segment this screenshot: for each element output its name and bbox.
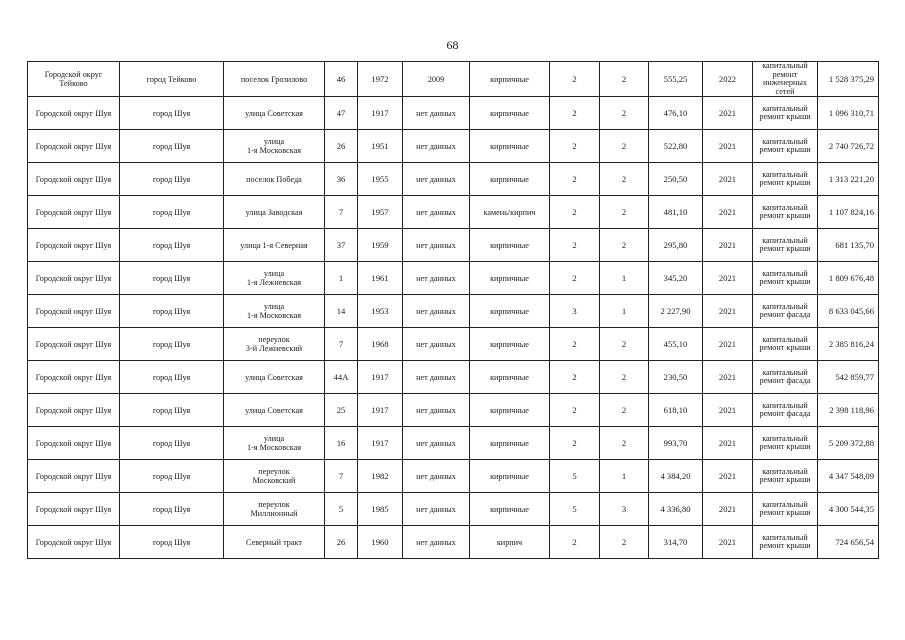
cost-cell: 724 656,54 bbox=[818, 526, 879, 559]
area-cell: 345,20 bbox=[649, 262, 703, 295]
house-number-cell: 7 bbox=[325, 196, 358, 229]
build-year-cell: 1953 bbox=[358, 295, 403, 328]
district-cell: Городской округ Шуя bbox=[28, 97, 120, 130]
wall-material-cell: кирпичные bbox=[470, 493, 550, 526]
area-cell: 295,80 bbox=[649, 229, 703, 262]
floors-cell: 2 bbox=[550, 97, 600, 130]
build-year-cell: 1960 bbox=[358, 526, 403, 559]
entrances-cell: 2 bbox=[600, 130, 649, 163]
floors-cell: 2 bbox=[550, 62, 600, 97]
wall-material-cell: кирпичные bbox=[470, 361, 550, 394]
wall-material-cell: кирпичные bbox=[470, 229, 550, 262]
floors-cell: 3 bbox=[550, 295, 600, 328]
table-row bbox=[28, 97, 879, 130]
city-cell: город Шуя bbox=[120, 262, 224, 295]
entrances-cell: 2 bbox=[600, 97, 649, 130]
wall-material-cell: кирпичные bbox=[470, 262, 550, 295]
street-line: улица bbox=[263, 434, 285, 444]
table-row bbox=[28, 196, 879, 229]
repair-register-table bbox=[27, 61, 879, 559]
last-repair-cell: нет данных bbox=[403, 394, 470, 427]
floors-cell: 2 bbox=[550, 394, 600, 427]
work-type-cell: капитальный ремонт крыши bbox=[753, 526, 818, 559]
street-line: поселок Грозилово bbox=[240, 74, 308, 84]
repair-year-cell: 2021 bbox=[703, 427, 753, 460]
last-repair-cell: нет данных bbox=[403, 163, 470, 196]
table-row bbox=[28, 163, 879, 196]
build-year-cell: 1972 bbox=[358, 62, 403, 97]
street-cell bbox=[224, 460, 325, 493]
wall-material-cell: кирпичные bbox=[470, 130, 550, 163]
house-number-cell: 7 bbox=[325, 460, 358, 493]
street-cell bbox=[224, 361, 325, 394]
street-cell bbox=[224, 427, 325, 460]
repair-year-cell: 2021 bbox=[703, 163, 753, 196]
cost-cell: 4 347 548,09 bbox=[818, 460, 879, 493]
street-cell bbox=[224, 493, 325, 526]
table-row bbox=[28, 427, 879, 460]
city-cell: город Шуя bbox=[120, 394, 224, 427]
floors-cell: 2 bbox=[550, 328, 600, 361]
wall-material-cell: кирпичные bbox=[470, 394, 550, 427]
entrances-cell: 1 bbox=[600, 460, 649, 493]
district-cell: Городской округ Шуя bbox=[28, 163, 120, 196]
district-cell: Городской округ Шуя bbox=[28, 196, 120, 229]
street-line: Миллионный bbox=[250, 509, 298, 519]
house-number-cell: 16 bbox=[325, 427, 358, 460]
build-year-cell: 1961 bbox=[358, 262, 403, 295]
work-type-cell: капитальный ремонт крыши bbox=[753, 493, 818, 526]
city-cell: город Шуя bbox=[120, 130, 224, 163]
build-year-cell: 1917 bbox=[358, 97, 403, 130]
work-type-cell: капитальный ремонт крыши bbox=[753, 460, 818, 493]
work-type-cell: капитальный ремонт крыши bbox=[753, 328, 818, 361]
last-repair-cell: нет данных bbox=[403, 295, 470, 328]
street-line: Московский bbox=[252, 476, 296, 486]
floors-cell: 5 bbox=[550, 460, 600, 493]
city-cell: город Шуя bbox=[120, 460, 224, 493]
last-repair-cell: нет данных bbox=[403, 262, 470, 295]
last-repair-cell: нет данных bbox=[403, 97, 470, 130]
last-repair-cell: нет данных bbox=[403, 196, 470, 229]
last-repair-cell: 2009 bbox=[403, 62, 470, 97]
house-number-cell: 5 bbox=[325, 493, 358, 526]
last-repair-cell: нет данных bbox=[403, 130, 470, 163]
table-row bbox=[28, 460, 879, 493]
street-cell bbox=[224, 526, 325, 559]
work-type-cell: капитальный ремонт крыши bbox=[753, 130, 818, 163]
table-row bbox=[28, 361, 879, 394]
repair-year-cell: 2021 bbox=[703, 361, 753, 394]
table-row bbox=[28, 493, 879, 526]
build-year-cell: 1955 bbox=[358, 163, 403, 196]
house-number-cell: 7 bbox=[325, 328, 358, 361]
district-cell: Городской округ Тейково bbox=[28, 62, 120, 97]
wall-material-cell: кирпичные bbox=[470, 295, 550, 328]
table-row bbox=[28, 394, 879, 427]
house-number-cell: 46 bbox=[325, 62, 358, 97]
street-line: поселок Победа bbox=[246, 174, 302, 184]
area-cell: 476,10 bbox=[649, 97, 703, 130]
table-row bbox=[28, 295, 879, 328]
cost-cell: 1 107 824,16 bbox=[818, 196, 879, 229]
work-type-cell: капитальный ремонт крыши bbox=[753, 163, 818, 196]
entrances-cell: 2 bbox=[600, 328, 649, 361]
table-row bbox=[28, 62, 879, 97]
area-cell: 230,50 bbox=[649, 361, 703, 394]
street-cell bbox=[224, 262, 325, 295]
table-row bbox=[28, 526, 879, 559]
work-type-cell: капитальный ремонт крыши bbox=[753, 97, 818, 130]
city-cell: город Шуя bbox=[120, 229, 224, 262]
entrances-cell: 2 bbox=[600, 427, 649, 460]
cost-cell: 8 633 045,66 bbox=[818, 295, 879, 328]
repair-year-cell: 2021 bbox=[703, 526, 753, 559]
house-number-cell: 14 bbox=[325, 295, 358, 328]
area-cell: 555,25 bbox=[649, 62, 703, 97]
street-line: улица Советская bbox=[245, 108, 303, 118]
cost-cell: 681 135,70 bbox=[818, 229, 879, 262]
street-cell bbox=[224, 229, 325, 262]
street-line: переулок bbox=[258, 500, 290, 510]
cost-cell: 1 313 221,20 bbox=[818, 163, 879, 196]
entrances-cell: 1 bbox=[600, 262, 649, 295]
work-type-cell: капитальный ремонт фасада bbox=[753, 394, 818, 427]
district-cell: Городской округ Шуя bbox=[28, 130, 120, 163]
cost-cell: 542 859,77 bbox=[818, 361, 879, 394]
street-line: переулок bbox=[258, 467, 290, 477]
street-cell bbox=[224, 295, 325, 328]
house-number-cell: 37 bbox=[325, 229, 358, 262]
last-repair-cell: нет данных bbox=[403, 229, 470, 262]
repair-year-cell: 2021 bbox=[703, 97, 753, 130]
district-cell: Городской округ Шуя bbox=[28, 229, 120, 262]
cost-cell: 1 096 310,71 bbox=[818, 97, 879, 130]
repair-year-cell: 2021 bbox=[703, 460, 753, 493]
street-cell bbox=[224, 196, 325, 229]
street-line: 3-й Лежневский bbox=[245, 344, 303, 354]
house-number-cell: 47 bbox=[325, 97, 358, 130]
wall-material-cell: кирпич bbox=[470, 526, 550, 559]
table-row bbox=[28, 262, 879, 295]
house-number-cell: 36 bbox=[325, 163, 358, 196]
street-cell bbox=[224, 394, 325, 427]
repair-year-cell: 2021 bbox=[703, 229, 753, 262]
area-cell: 455,10 bbox=[649, 328, 703, 361]
district-cell: Городской округ Шуя bbox=[28, 262, 120, 295]
area-cell: 4 384,20 bbox=[649, 460, 703, 493]
build-year-cell: 1985 bbox=[358, 493, 403, 526]
repair-year-cell: 2022 bbox=[703, 62, 753, 97]
build-year-cell: 1959 bbox=[358, 229, 403, 262]
entrances-cell: 3 bbox=[600, 493, 649, 526]
street-line: улица Заводская bbox=[245, 207, 303, 217]
repair-year-cell: 2021 bbox=[703, 196, 753, 229]
floors-cell: 2 bbox=[550, 427, 600, 460]
floors-cell: 2 bbox=[550, 163, 600, 196]
street-line: улица Советская bbox=[245, 372, 303, 382]
wall-material-cell: кирпичные bbox=[470, 62, 550, 97]
page-number: 68 bbox=[446, 38, 459, 52]
build-year-cell: 1957 bbox=[358, 196, 403, 229]
street-line: улица bbox=[263, 137, 285, 147]
work-type-cell: капитальный ремонт крыши bbox=[753, 229, 818, 262]
street-cell bbox=[224, 328, 325, 361]
cost-cell: 1 809 676,48 bbox=[818, 262, 879, 295]
district-cell: Городской округ Шуя bbox=[28, 493, 120, 526]
street-cell bbox=[224, 62, 325, 97]
wall-material-cell: кирпичные bbox=[470, 427, 550, 460]
street-cell bbox=[224, 163, 325, 196]
floors-cell: 2 bbox=[550, 196, 600, 229]
wall-material-cell: камень/кирпич bbox=[470, 196, 550, 229]
build-year-cell: 1951 bbox=[358, 130, 403, 163]
last-repair-cell: нет данных bbox=[403, 493, 470, 526]
house-number-cell: 1 bbox=[325, 262, 358, 295]
entrances-cell: 2 bbox=[600, 526, 649, 559]
street-line: Северный тракт bbox=[246, 537, 302, 547]
district-cell: Городской округ Шуя bbox=[28, 328, 120, 361]
area-cell: 481,10 bbox=[649, 196, 703, 229]
district-cell: Городской округ Шуя bbox=[28, 295, 120, 328]
last-repair-cell: нет данных bbox=[403, 526, 470, 559]
cost-cell: 2 385 816,24 bbox=[818, 328, 879, 361]
work-type-cell: капитальный ремонт крыши bbox=[753, 196, 818, 229]
city-cell: город Тейково bbox=[120, 62, 224, 97]
cost-cell: 4 300 544,35 bbox=[818, 493, 879, 526]
build-year-cell: 1917 bbox=[358, 394, 403, 427]
repair-year-cell: 2021 bbox=[703, 262, 753, 295]
entrances-cell: 2 bbox=[600, 229, 649, 262]
build-year-cell: 1917 bbox=[358, 361, 403, 394]
repair-year-cell: 2021 bbox=[703, 130, 753, 163]
table-body bbox=[28, 62, 879, 559]
house-number-cell: 25 bbox=[325, 394, 358, 427]
area-cell: 993,70 bbox=[649, 427, 703, 460]
area-cell: 314,70 bbox=[649, 526, 703, 559]
build-year-cell: 1917 bbox=[358, 427, 403, 460]
work-type-cell: капитальный ремонт крыши bbox=[753, 262, 818, 295]
entrances-cell: 2 bbox=[600, 163, 649, 196]
street-line: 1-я Московская bbox=[246, 443, 301, 453]
city-cell: город Шуя bbox=[120, 328, 224, 361]
street-line: переулок bbox=[258, 335, 290, 345]
repair-year-cell: 2021 bbox=[703, 394, 753, 427]
entrances-cell: 2 bbox=[600, 361, 649, 394]
entrances-cell: 2 bbox=[600, 62, 649, 97]
build-year-cell: 1982 bbox=[358, 460, 403, 493]
work-type-cell: капитальный ремонт крыши bbox=[753, 427, 818, 460]
cost-cell: 5 209 372,88 bbox=[818, 427, 879, 460]
street-line: 1-я Московская bbox=[246, 146, 301, 156]
district-cell: Городской округ Шуя bbox=[28, 394, 120, 427]
last-repair-cell: нет данных bbox=[403, 361, 470, 394]
street-cell bbox=[224, 97, 325, 130]
last-repair-cell: нет данных bbox=[403, 460, 470, 493]
table-row bbox=[28, 229, 879, 262]
cost-cell: 1 528 375,29 bbox=[818, 62, 879, 97]
street-line: улица 1-я Северная bbox=[240, 240, 308, 250]
city-cell: город Шуя bbox=[120, 295, 224, 328]
wall-material-cell: кирпичные bbox=[470, 460, 550, 493]
entrances-cell: 1 bbox=[600, 295, 649, 328]
last-repair-cell: нет данных bbox=[403, 328, 470, 361]
work-type-cell: капитальный ремонт инженерных сетей bbox=[753, 62, 818, 97]
street-line: 1-я Лежневская bbox=[246, 278, 302, 288]
city-cell: город Шуя bbox=[120, 196, 224, 229]
repair-year-cell: 2021 bbox=[703, 493, 753, 526]
district-cell: Городской округ Шуя bbox=[28, 361, 120, 394]
street-cell bbox=[224, 130, 325, 163]
city-cell: город Шуя bbox=[120, 493, 224, 526]
area-cell: 2 227,90 bbox=[649, 295, 703, 328]
repair-year-cell: 2021 bbox=[703, 328, 753, 361]
district-cell: Городской округ Шуя bbox=[28, 460, 120, 493]
floors-cell: 2 bbox=[550, 361, 600, 394]
floors-cell: 2 bbox=[550, 229, 600, 262]
floors-cell: 2 bbox=[550, 130, 600, 163]
street-line: улица Советская bbox=[245, 405, 303, 415]
district-cell: Городской округ Шуя bbox=[28, 427, 120, 460]
area-cell: 522,80 bbox=[649, 130, 703, 163]
table-row bbox=[28, 328, 879, 361]
last-repair-cell: нет данных bbox=[403, 427, 470, 460]
cost-cell: 2 398 118,96 bbox=[818, 394, 879, 427]
floors-cell: 2 bbox=[550, 526, 600, 559]
street-line: улица bbox=[263, 302, 285, 312]
wall-material-cell: кирпичные bbox=[470, 97, 550, 130]
wall-material-cell: кирпичные bbox=[470, 163, 550, 196]
city-cell: город Шуя bbox=[120, 361, 224, 394]
city-cell: город Шуя bbox=[120, 427, 224, 460]
house-number-cell: 44А bbox=[325, 361, 358, 394]
cost-cell: 2 740 726,72 bbox=[818, 130, 879, 163]
city-cell: город Шуя bbox=[120, 97, 224, 130]
district-cell: Городской округ Шуя bbox=[28, 526, 120, 559]
entrances-cell: 2 bbox=[600, 394, 649, 427]
work-type-cell: капитальный ремонт фасада bbox=[753, 361, 818, 394]
wall-material-cell: кирпичные bbox=[470, 328, 550, 361]
street-line: улица bbox=[263, 269, 285, 279]
city-cell: город Шуя bbox=[120, 526, 224, 559]
area-cell: 4 336,80 bbox=[649, 493, 703, 526]
area-cell: 250,50 bbox=[649, 163, 703, 196]
floors-cell: 2 bbox=[550, 262, 600, 295]
repair-year-cell: 2021 bbox=[703, 295, 753, 328]
city-cell: город Шуя bbox=[120, 163, 224, 196]
table-row bbox=[28, 130, 879, 163]
entrances-cell: 2 bbox=[600, 196, 649, 229]
house-number-cell: 26 bbox=[325, 526, 358, 559]
area-cell: 618,10 bbox=[649, 394, 703, 427]
work-type-cell: капитальный ремонт фасада bbox=[753, 295, 818, 328]
street-line: 1-я Московская bbox=[246, 311, 301, 321]
build-year-cell: 1968 bbox=[358, 328, 403, 361]
floors-cell: 5 bbox=[550, 493, 600, 526]
house-number-cell: 26 bbox=[325, 130, 358, 163]
